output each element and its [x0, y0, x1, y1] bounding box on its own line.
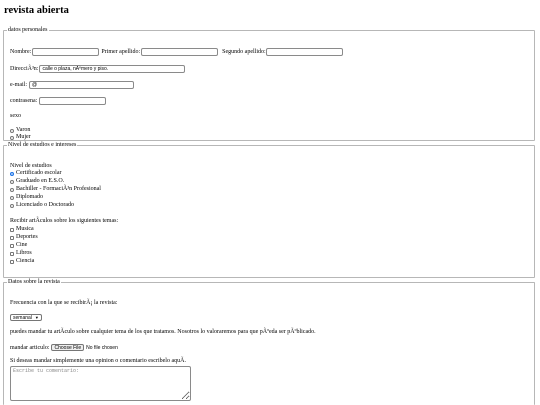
- sexo-option-mujer[interactable]: [10, 134, 31, 141]
- chevron-down-icon: ▼: [34, 315, 39, 320]
- tema-option-musica[interactable]: [10, 226, 34, 233]
- nivel-option-licenciado[interactable]: [10, 202, 74, 209]
- sexo-option-label: Mujer: [16, 134, 31, 140]
- apellido2-input[interactable]: [266, 48, 343, 56]
- nivel-option-graduado[interactable]: [10, 178, 64, 185]
- radio-button[interactable]: [10, 196, 14, 200]
- tema-option-libros[interactable]: [10, 250, 32, 257]
- nivel-label: Nivel de estudios: [10, 163, 52, 169]
- personal-data-fieldset: [3, 27, 535, 141]
- nivel-option-diplomado[interactable]: [10, 194, 43, 201]
- sexo-option-varon[interactable]: [10, 127, 30, 134]
- checkbox[interactable]: [10, 252, 14, 256]
- tema-option-cine[interactable]: [10, 242, 27, 249]
- apellido2-label: Segundo apellido:: [222, 48, 266, 55]
- studies-legend: Nivel de estudios e intereses: [8, 142, 77, 148]
- nivel-option-label: Bachiller - FormaciÃ³n Profesional: [16, 186, 101, 192]
- password-label: contrasena:: [10, 97, 38, 104]
- radio-button[interactable]: [10, 180, 14, 184]
- personal-data-legend: datos personales: [8, 27, 48, 33]
- radio-button[interactable]: [10, 136, 14, 140]
- mandar-label: mandar articulo:: [10, 344, 50, 351]
- tema-option-label: Musica: [16, 226, 34, 232]
- nivel-option-label: Certificado escolar: [16, 170, 62, 176]
- frecuencia-label: Frecuencia con la que se recibirÃ¡ la revista:: [10, 300, 118, 306]
- name-row: [10, 47, 343, 56]
- radio-button[interactable]: [10, 204, 14, 208]
- tema-option-label: Ciencia: [16, 258, 35, 264]
- tema-option-label: Deportes: [16, 234, 38, 240]
- sexo-label: sexo: [10, 113, 21, 119]
- nombre-label: Nombre:: [10, 48, 32, 55]
- nivel-option-certificado[interactable]: [10, 170, 61, 177]
- email-label: e-mail:: [10, 81, 27, 88]
- frecuencia-selected-value: semanal: [13, 314, 32, 321]
- frecuencia-select[interactable]: [10, 314, 42, 321]
- checkbox[interactable]: [10, 236, 14, 240]
- comment-textarea[interactable]: [10, 366, 191, 401]
- checkbox[interactable]: [10, 228, 14, 232]
- studies-fieldset: [3, 142, 535, 278]
- mandar-row: [10, 343, 118, 352]
- choose-file-button[interactable]: Choose File: [51, 344, 84, 351]
- page-title: revista abierta: [4, 5, 69, 16]
- nivel-option-label: Graduado en E.S.O.: [16, 178, 65, 184]
- sexo-option-label: Varon: [16, 127, 31, 133]
- temas-label: Recibir artÃculos sobre los siguientes temas:: [10, 218, 119, 224]
- magazine-legend: Datos sobre la revista: [8, 279, 60, 285]
- tema-option-ciencia[interactable]: [10, 258, 34, 265]
- nivel-option-label: Licenciado o Doctorado: [16, 202, 74, 208]
- nivel-option-bachiller[interactable]: [10, 186, 101, 193]
- checkbox[interactable]: [10, 244, 14, 248]
- magazine-fieldset: [3, 279, 535, 405]
- checkbox[interactable]: [10, 260, 14, 264]
- frecuencia-row: [10, 313, 42, 322]
- radio-button[interactable]: [10, 188, 14, 192]
- file-status: No file chosen: [86, 344, 118, 351]
- password-row: [10, 96, 106, 105]
- tema-option-label: Libros: [16, 250, 32, 256]
- opinion-label: Si deseas mandar simplemente una opinion o comentario escribelo aquÃ.: [10, 358, 186, 364]
- apellido1-label: Primer apellido:: [101, 48, 141, 55]
- articulo-info: puedes mandar tu artÃculo sobre cualquier tema de los que tratamos. Nosotros lo valoraremos para que pÃºeda ser pÃºblicado.: [10, 329, 316, 335]
- apellido1-input[interactable]: [141, 48, 218, 56]
- tema-option-deportes[interactable]: [10, 234, 38, 241]
- tema-option-label: Cine: [16, 242, 28, 248]
- nivel-option-label: Diplomado: [16, 194, 43, 200]
- password-input[interactable]: [39, 97, 106, 105]
- radio-button[interactable]: [10, 129, 14, 133]
- direccion-input[interactable]: [39, 65, 185, 73]
- radio-button-checked[interactable]: [10, 172, 14, 176]
- nombre-input[interactable]: [32, 48, 99, 56]
- address-row: [10, 64, 185, 73]
- direccion-label: DirecciÃ³n:: [10, 65, 39, 72]
- email-row: [10, 80, 134, 89]
- email-input[interactable]: [29, 81, 134, 89]
